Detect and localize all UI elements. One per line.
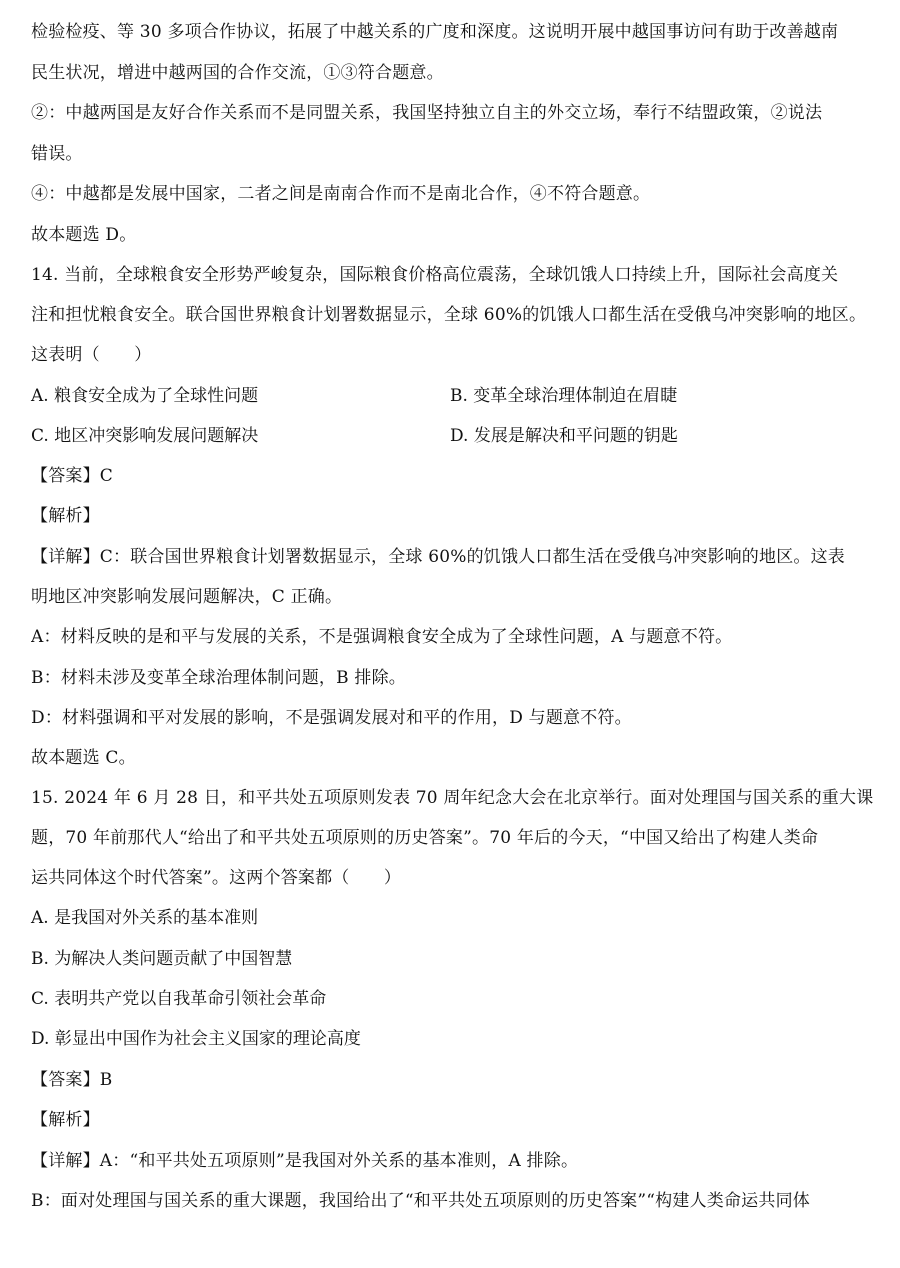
text-line: 错误。 <box>31 144 83 164</box>
q14-answer: 【答案】C <box>31 466 114 486</box>
question-14-stem: 这表明（ ） <box>31 345 152 365</box>
q14-option-b: B. 变革全球治理体制迫在眉睫 <box>450 386 678 406</box>
conclusion-q13: 故本题选 D。 <box>31 225 137 245</box>
text-line: 检验检疫、等 30 多项合作协议，拓展了中越关系的广度和深度。这说明开展中越国事访问有助于改善越南 <box>31 22 839 42</box>
q14-option-a: A. 粮食安全成为了全球性问题 <box>31 386 259 406</box>
q14-detail-d: D：材料强调和平对发展的影响，不是强调发展对和平的作用，D 与题意不符。 <box>31 708 632 728</box>
q14-detail-a: A：材料反映的是和平与发展的关系，不是强调粮食安全成为了全球性问题，A 与题意不符。 <box>31 627 733 647</box>
question-14-stem: 14. 当前，全球粮食安全形势严峻复杂，国际粮食价格高位震荡，全球饥饿人口持续上升，国际社会高度关 <box>31 265 839 285</box>
q14-detail-b: B：材料未涉及变革全球治理体制问题，B 排除。 <box>31 668 406 688</box>
q15-option-a: A. 是我国对外关系的基本准则 <box>31 908 259 928</box>
q14-option-d: D. 发展是解决和平问题的钥匙 <box>450 426 678 446</box>
question-15-stem: 运共同体这个时代答案”。这两个答案都（ ） <box>31 868 402 888</box>
question-14-stem: 注和担忧粮食安全。联合国世界粮食计划署数据显示，全球 60%的饥饿人口都生活在受俄乌冲突影响的地区。 <box>31 305 867 325</box>
q15-option-c: C. 表明共产党以自我革命引领社会革命 <box>31 989 327 1009</box>
q14-option-c: C. 地区冲突影响发展问题解决 <box>31 426 259 446</box>
q14-analysis-label: 【解析】 <box>31 506 100 526</box>
q14-detail: 明地区冲突影响发展问题解决，C 正确。 <box>31 587 343 607</box>
q14-detail: 【详解】C：联合国世界粮食计划署数据显示，全球 60%的饥饿人口都生活在受俄乌冲突影响的地区。这表 <box>31 547 845 567</box>
q14-conclusion: 故本题选 C。 <box>31 748 136 768</box>
q15-detail-b: B：面对处理国与国关系的重大课题，我国给出了“和平共处五项原则的历史答案”“构建人类命运共同体 <box>31 1191 810 1211</box>
q15-option-b: B. 为解决人类问题贡献了中国智慧 <box>31 949 293 969</box>
text-line: 民生状况，增进中越两国的合作交流，①③符合题意。 <box>31 63 444 83</box>
question-15-stem: 题，70 年前那代人“给出了和平共处五项原则的历史答案”。70 年后的今天，“中国又给出了构建人类命 <box>31 828 819 848</box>
q15-answer: 【答案】B <box>31 1070 113 1090</box>
question-15-stem: 15. 2024 年 6 月 28 日，和平共处五项原则发表 70 周年纪念大会在北京举行。面对处理国与国关系的重大课 <box>31 788 874 808</box>
q15-analysis-label: 【解析】 <box>31 1110 100 1130</box>
q15-detail-a: 【详解】A：“和平共处五项原则”是我国对外关系的基本准则，A 排除。 <box>31 1151 579 1171</box>
text-line: ②：中越两国是友好合作关系而不是同盟关系，我国坚持独立自主的外交立场，奉行不结盟政策，②说法 <box>31 103 823 123</box>
q15-option-d: D. 彰显出中国作为社会主义国家的理论高度 <box>31 1029 361 1049</box>
text-line: ④：中越都是发展中国家，二者之间是南南合作而不是南北合作，④不符合题意。 <box>31 184 651 204</box>
